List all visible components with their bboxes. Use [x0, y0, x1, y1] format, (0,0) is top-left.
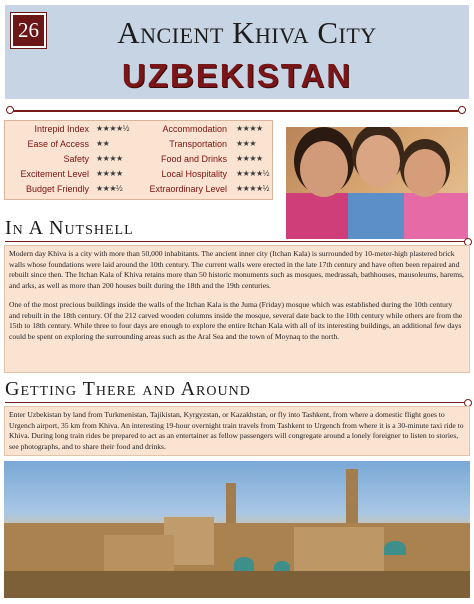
ratings-panel — [4, 120, 273, 200]
getting-heading: Getting There and Around — [5, 378, 251, 400]
page-number-badge: 26 — [11, 13, 46, 48]
khiva-city-photo — [4, 461, 470, 598]
ratings-row — [5, 169, 274, 183]
nutshell-text-box — [4, 245, 470, 373]
nutshell-divider — [5, 241, 469, 242]
rating-label: Accommodation — [162, 124, 227, 134]
rating-label: Excitement Level — [20, 169, 89, 179]
nutshell-heading: In A Nutshell — [5, 217, 134, 239]
getting-text-box — [4, 406, 470, 456]
rating-stars: ★★★★½ — [236, 169, 269, 178]
page-header — [5, 5, 469, 99]
ratings-row — [5, 184, 274, 198]
rating-label: Extraordinary Level — [149, 184, 227, 194]
rating-label: Budget Friendly — [25, 184, 89, 194]
rating-stars: ★★★★ — [96, 169, 123, 178]
ratings-row — [5, 124, 274, 138]
rating-label: Ease of Access — [27, 139, 89, 149]
rating-stars: ★★★★½ — [96, 124, 129, 133]
rating-stars: ★★★ — [236, 139, 257, 148]
rating-stars: ★★★★½ — [236, 184, 269, 193]
rating-label: Transportation — [169, 139, 227, 149]
rating-stars: ★★★★ — [236, 124, 263, 133]
rating-stars: ★★★★ — [236, 154, 263, 163]
getting-divider — [5, 402, 469, 403]
page-title: Ancient Khiva City — [117, 15, 377, 50]
children-photo — [286, 127, 468, 239]
rating-label: Local Hospitality — [161, 169, 227, 179]
rating-label: Intrepid Index — [34, 124, 89, 134]
ratings-row — [5, 154, 274, 168]
nutshell-paragraph: One of the most precious buildings inside the walls of the Itchan Kala is the Juma (Friday) mosque which was established during the 10th century and rebuilt in the 18th century. Of the 212 carved wooden columns inside the mosque, several date back to the 10th century while others are from the 15th to 18th century. While three to four days are enough to explore the entire Itchan Kala with all of its interesting buildings, an additional few days could be spent on exploring the surrounding areas such as the Aral Sea and the town of Moynaq to the north. — [9, 300, 463, 341]
getting-paragraph: Enter Uzbekistan by land from Turkmenistan, Tajikistan, Kyrgyzstan, or Kazakhstan, or fly into Tashkent, from where a domestic flight goes to Urgench airport, 35 km from Khiva. An interesting 19-hour overnight train travels from Tashkent to Urgench from where it is a 30-minute taxi ride to Khiva. During long train rides be prepared to act as an entertainer as fellow passengers will congregate around a lonely foreigner to listen to stories, see photographs, and to share their food and drinks. — [9, 410, 464, 451]
page-subtitle: UZBEKISTAN — [121, 57, 353, 94]
rating-stars: ★★★½ — [96, 184, 123, 193]
rating-stars: ★★ — [96, 139, 110, 148]
divider-dot-icon — [458, 106, 466, 114]
rating-label: Food and Drinks — [160, 154, 227, 164]
rating-label: Safety — [63, 154, 89, 164]
nutshell-paragraph: Modern day Khiva is a city with more than 50,000 inhabitants. The ancient inner city (Itchan Kala) is surrounded by 10-meter-high plastered brick walls whose foundations were laid around the 10th century. The current walls were erected in the late 17th century and have often been repaired and rebuilt since then. The Itchan Kala of Khiva retains more than 50 historic monuments such as mosques, medrassah, bathhouses, mausoleums, harems, and arks, as well as more than 200 houses built during the 18th and the 19th centuries. — [9, 249, 464, 290]
divider-dot-icon — [6, 106, 14, 114]
rating-stars: ★★★★ — [96, 154, 123, 163]
ratings-row — [5, 139, 274, 153]
header-divider — [10, 110, 462, 112]
